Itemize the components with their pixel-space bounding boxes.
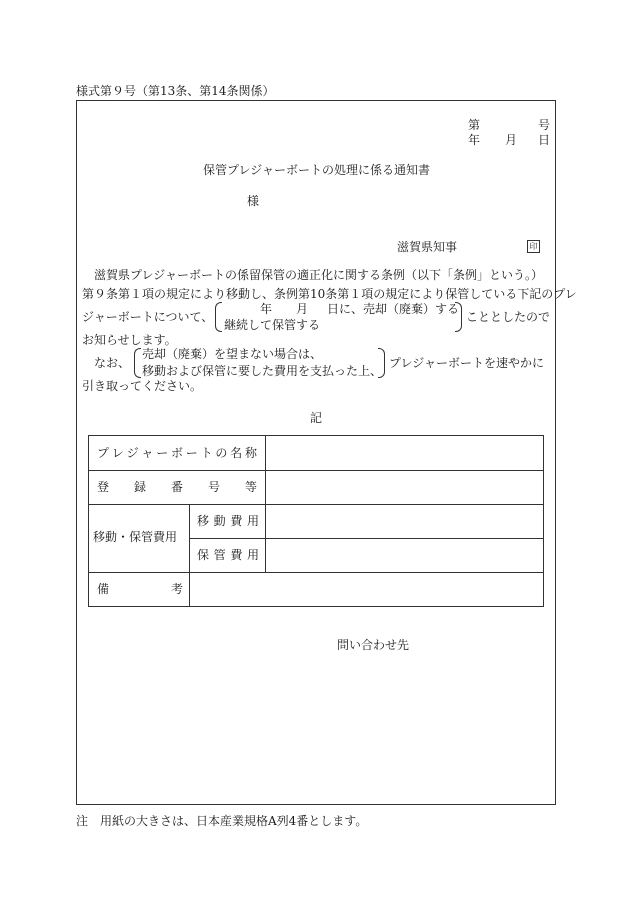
- row-remarks-label: 備 考: [97, 582, 183, 596]
- option-1-rest: 日に、売却（廃棄）する: [327, 302, 460, 316]
- seal-mark: 印: [527, 240, 540, 253]
- contact-label: 問い合わせ先: [337, 638, 410, 652]
- table-hline-1: [89, 470, 543, 471]
- option-1-year: 年: [260, 302, 273, 316]
- body-line-6: 引き取ってください。: [82, 379, 203, 393]
- body-line-3-post: こととしたので: [466, 310, 551, 324]
- row-move-cost-label: 移 動 費 用: [197, 514, 259, 528]
- body-line-3-pre: ジャーボートについて、: [82, 310, 214, 324]
- table-hline-3: [189, 538, 543, 539]
- doc-number-dai: 第: [468, 118, 481, 132]
- form-number-title: 様式第９号（第13条、第14条関係）: [76, 84, 275, 98]
- table-vline-group: [189, 504, 190, 606]
- body-line-4: お知らせします。: [82, 333, 177, 347]
- addressee-suffix: 様: [247, 194, 260, 208]
- option-2: 継続して保管する: [224, 318, 321, 332]
- date-day: 日: [538, 133, 551, 147]
- doc-number-go: 号: [538, 118, 551, 132]
- table-vline-main: [265, 436, 266, 572]
- table-hline-4: [89, 572, 543, 573]
- options-brace-right: [455, 302, 462, 332]
- body-line-5-post: プレジャーボートを速やかに: [389, 356, 544, 370]
- body-line-1: 滋賀県プレジャーボートの係留保管の適正化に関する条例（以下「条例」という。）: [94, 268, 543, 282]
- row-storage-cost-label: 保 管 費 用: [197, 548, 259, 562]
- option-1-month: 月: [296, 302, 309, 316]
- options-brace-left: [215, 302, 222, 332]
- row-cost-group-label: 移動・保管費用: [93, 530, 178, 544]
- body-line-2: 第９条第１項の規定により移動し、条例第10条第１項の規定により保管している下記のプレ: [82, 287, 577, 301]
- date-month: 月: [505, 133, 518, 147]
- condition-brace-right: [378, 348, 385, 378]
- record-table: [88, 435, 544, 607]
- ki-heading: 記: [310, 411, 323, 425]
- condition-brace-left: [134, 348, 141, 378]
- sender-name: 滋賀県知事: [397, 240, 458, 254]
- row-boat-name-label: プ レ ジ ャ ー ボ ー ト の 名 称: [97, 446, 257, 460]
- condition-1: 売却（廃棄）を望まない場合は、: [142, 347, 323, 361]
- paper-size-footnote: 注 用紙の大きさは、日本産業規格A列4番とします。: [76, 814, 368, 828]
- table-hline-2: [89, 504, 543, 505]
- condition-2: 移動および保管に要した費用を支払った上、: [142, 364, 383, 378]
- date-year: 年: [468, 133, 481, 147]
- body-nao: なお、: [94, 356, 131, 370]
- row-registration-label: 登 録 番 号 等: [97, 480, 257, 494]
- document-title: 保管プレジャーボートの処理に係る通知書: [203, 163, 430, 177]
